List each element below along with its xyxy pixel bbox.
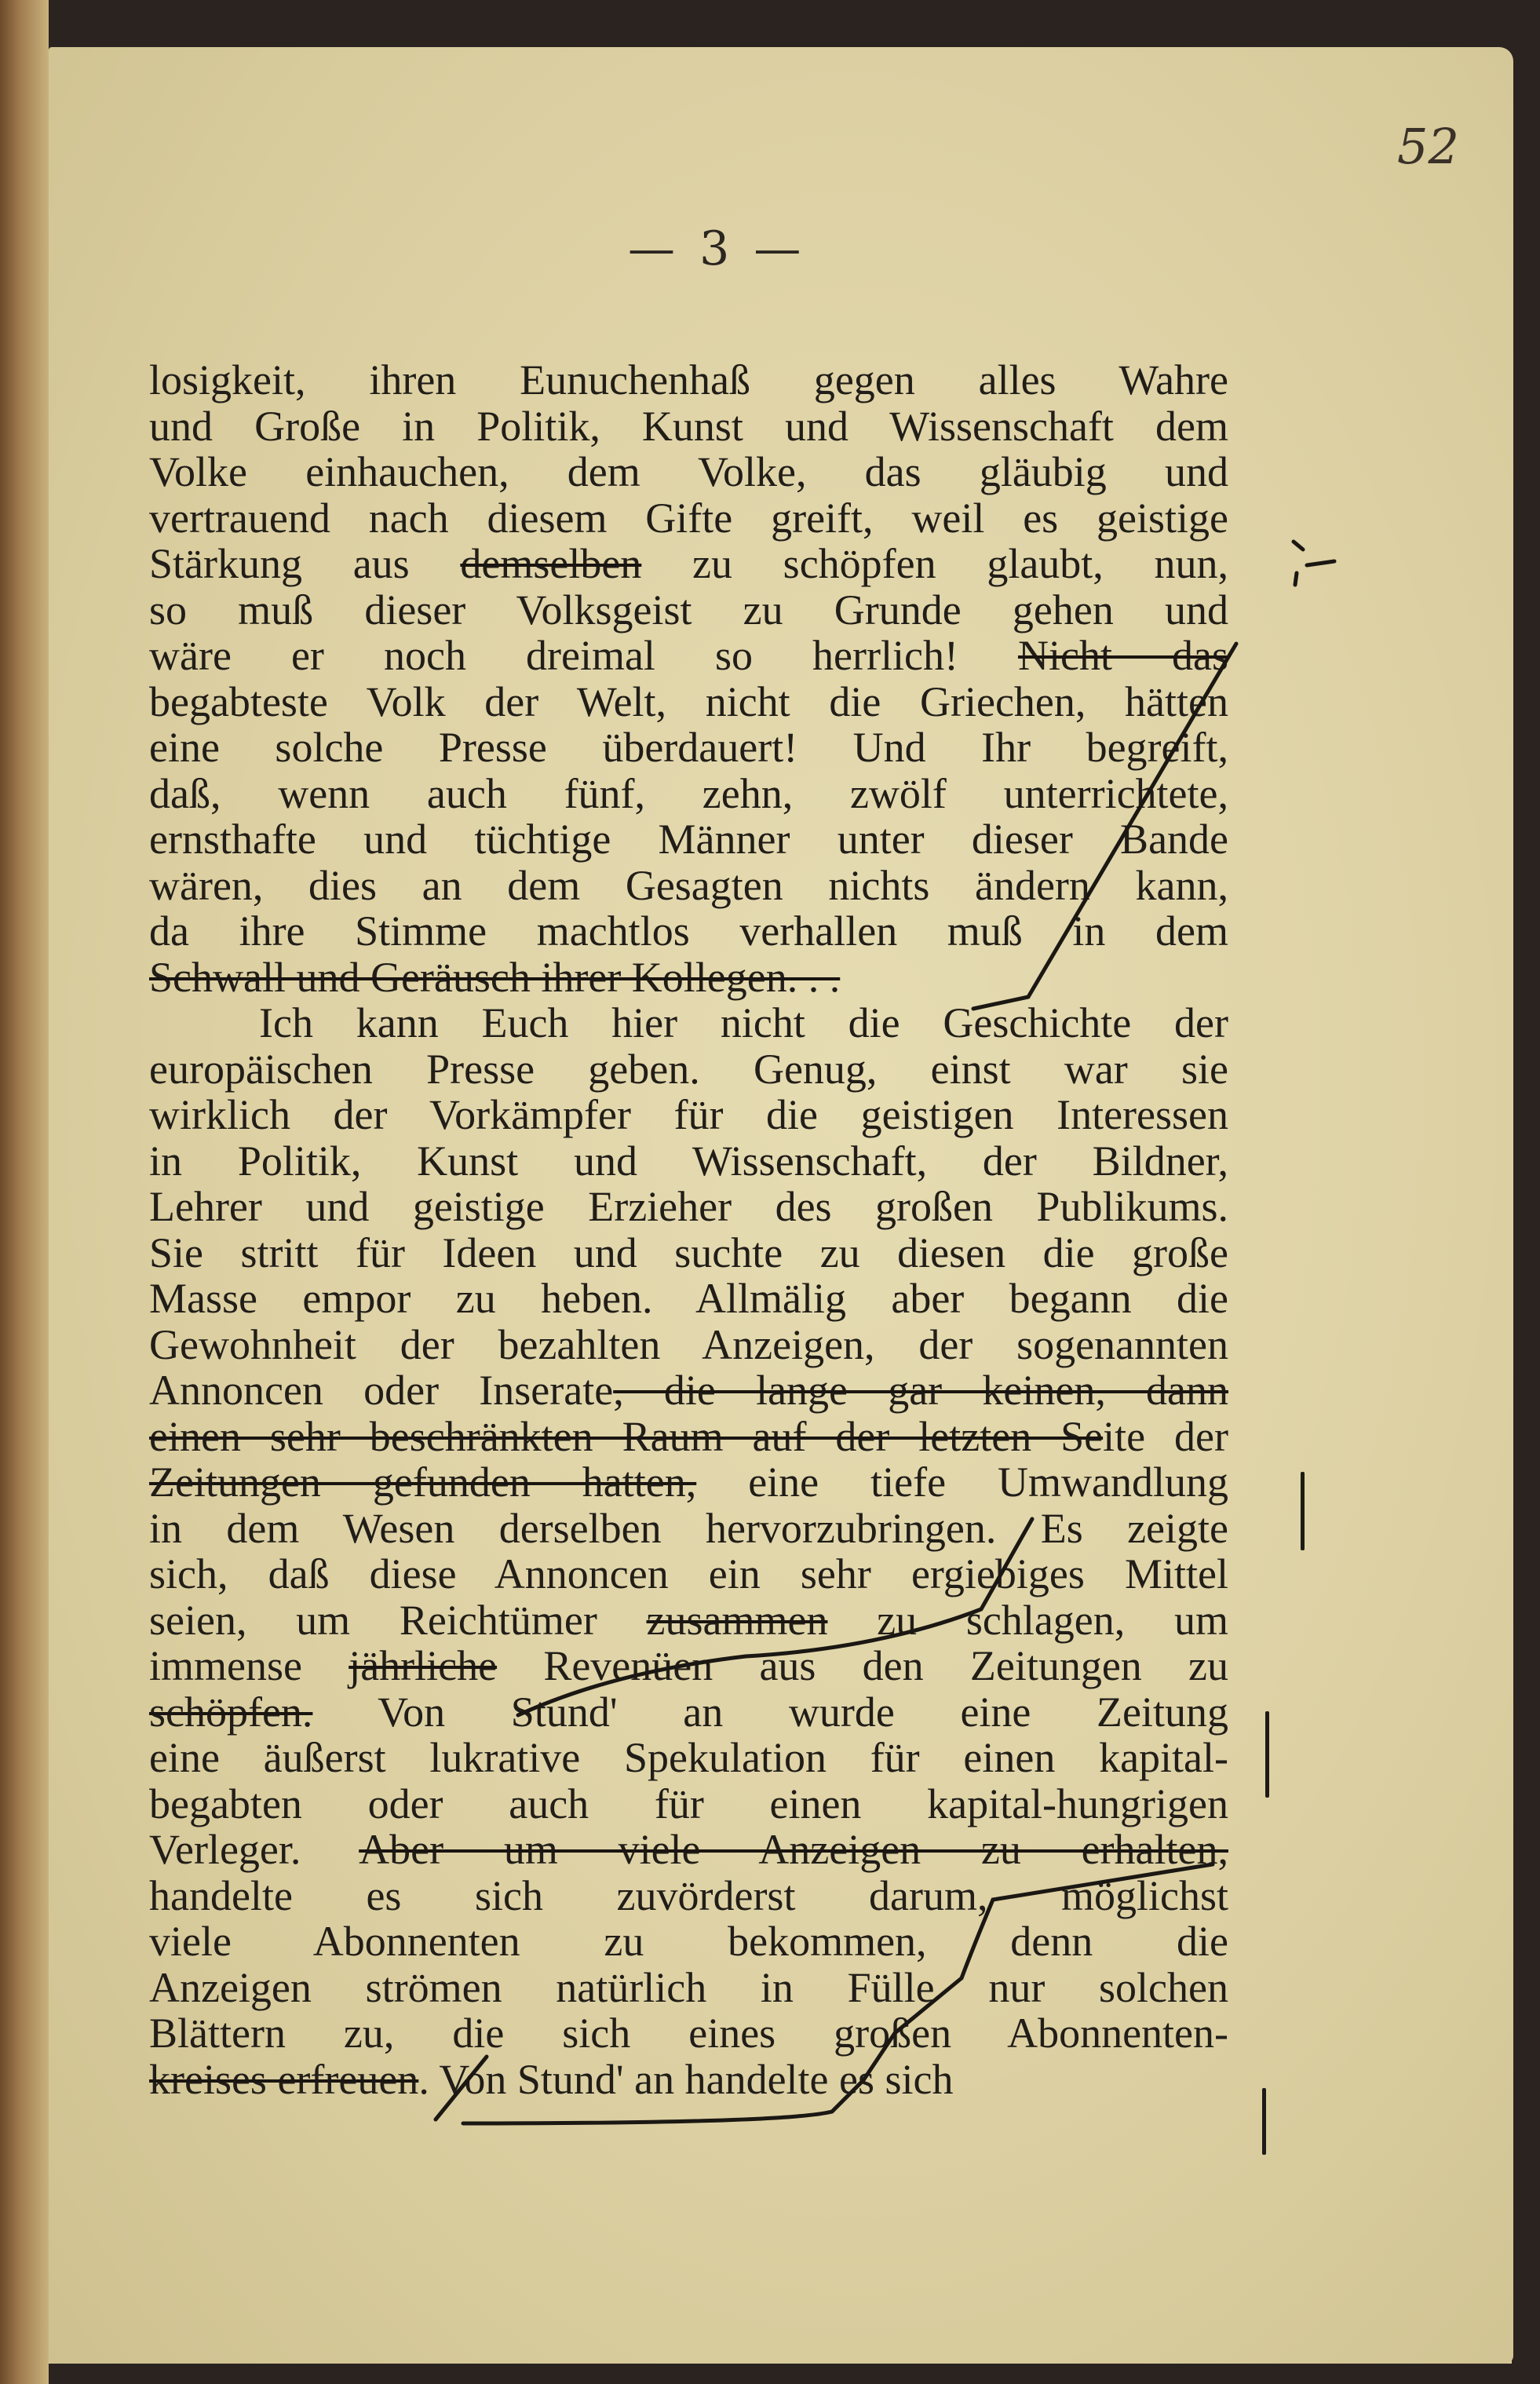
line-text: und Große in Politik, Kunst und Wissenschaft dem	[149, 402, 1228, 450]
text-line	[149, 2010, 1228, 2057]
line-text: Volke einhauchen, dem Volke, das gläubig und	[149, 448, 1228, 495]
text-line	[149, 1276, 1228, 1322]
line-text: begabten oder auch für einen kapital-hungrigen	[149, 1780, 1228, 1827]
page-number: — 3 —	[628, 221, 806, 276]
text-line	[149, 1092, 1228, 1138]
text-line	[149, 1046, 1228, 1093]
line-text: Lehrer und geistige Erzieher des großen Publikums.	[149, 1183, 1228, 1230]
line-text: so muß dieser Volksgeist zu Grunde gehen und	[149, 586, 1228, 633]
line-text: eine äußerst lukrative Spekulation für einen kapital-	[149, 1734, 1228, 1781]
text-line	[149, 1919, 1228, 1965]
text-line	[149, 1184, 1228, 1230]
line-text: Von Stund' an wurde eine Zeitung	[312, 1688, 1228, 1736]
scan-background-bottom	[49, 2364, 1540, 2384]
struck-text: Zeitungen gefunden hatten,	[149, 1459, 697, 1506]
text-line	[149, 771, 1228, 817]
margin-bar-1	[1301, 1472, 1305, 1550]
text-line	[149, 679, 1228, 725]
text-line	[149, 1322, 1228, 1368]
text-line	[149, 2057, 1228, 2103]
line-text: ernsthafte und tüchtige Männer unter dieser Bande	[149, 816, 1228, 863]
text-line	[149, 449, 1228, 495]
text-line	[149, 1506, 1228, 1552]
text-line	[149, 1414, 1228, 1460]
text-line	[149, 587, 1228, 633]
struck-text: jährliche	[349, 1642, 498, 1689]
text-line	[149, 1873, 1228, 1919]
text-line	[149, 1827, 1228, 1873]
line-text: Ich kann Euch hier nicht die Geschichte der	[259, 999, 1228, 1046]
line-text: seien, um Reichtümer	[149, 1596, 647, 1644]
line-text: wären, dies an dem Gesagten nichts ändern kann,	[149, 861, 1228, 909]
line-text: wäre er noch dreimal so herrlich!	[149, 632, 1018, 679]
line-text: daß, wenn auch fünf, zehn, zwölf unterrichtete,	[149, 769, 1228, 817]
line-text: in Politik, Kunst und Wissenschaft, der Bildner,	[149, 1137, 1228, 1185]
scan-background-right	[1512, 0, 1540, 2384]
struck-text: Aber um viele Anzeigen zu erhalten,	[359, 1826, 1228, 1873]
line-text: Masse empor zu heben. Allmälig aber begann die	[149, 1275, 1228, 1322]
line-text: losigkeit, ihren Eunuchenhaß gegen alles Wahre	[149, 356, 1228, 403]
struck-text: Schwall und Geräusch ihrer Kollegen. . .	[149, 953, 841, 1001]
text-line	[149, 1367, 1228, 1414]
line-text: Annoncen oder Inserate	[149, 1367, 614, 1414]
text-line	[149, 863, 1228, 909]
text-line	[149, 633, 1228, 679]
line-text: da ihre Stimme machtlos verhallen muß in dem	[149, 907, 1228, 955]
line-text: Verleger.	[149, 1826, 359, 1873]
line-text: eine solche Presse überdauert! Und Ihr begreift,	[149, 724, 1228, 771]
text-line	[149, 955, 1228, 1001]
text-line	[149, 357, 1228, 403]
line-text: europäischen Presse geben. Genug, einst war sie	[149, 1045, 1228, 1093]
line-text: Stärkung aus	[149, 540, 461, 587]
line-text: Anzeigen strömen natürlich in Fülle nur solchen	[149, 1963, 1228, 2011]
line-text: . Von Stund' an handelte es sich	[418, 2055, 954, 2103]
text-line	[149, 1000, 1228, 1046]
text-line	[149, 1459, 1228, 1506]
line-text: zu schlagen, um	[827, 1596, 1228, 1644]
book-binding	[0, 0, 49, 2384]
line-text: sich, daß diese Annoncen ein sehr ergiebiges Mittel	[149, 1550, 1228, 1597]
line-text: immense	[149, 1642, 349, 1689]
struck-text: einen sehr beschränkten Raum auf der letzten Se	[149, 1412, 1104, 1460]
struck-text: Nicht das	[1017, 632, 1228, 679]
text-line	[149, 725, 1228, 771]
text-line	[149, 1138, 1228, 1185]
text-line	[149, 1735, 1228, 1781]
line-text: wirklich der Vorkämpfer für die geistigen Interessen	[149, 1091, 1228, 1138]
line-text: Gewohnheit der bezahlten Anzeigen, der sogenannten	[149, 1320, 1228, 1368]
line-text: ite der	[1103, 1412, 1228, 1460]
margin-bar-2	[1265, 1711, 1269, 1798]
line-text: Sie stritt für Ideen und suchte zu diesen die große	[149, 1229, 1228, 1276]
body-text	[149, 357, 1228, 2102]
line-text: in dem Wesen derselben hervorzubringen. Es zeigte	[149, 1504, 1228, 1552]
line-text: Blättern zu, die sich eines großen Abonnenten-	[149, 2010, 1228, 2057]
line-text: Revenüen aus den Zeitungen zu	[497, 1642, 1228, 1689]
struck-text: zusammen	[646, 1596, 828, 1644]
text-line	[149, 816, 1228, 863]
text-line	[149, 1551, 1228, 1597]
struck-text: kreises erfreuen	[149, 2055, 419, 2103]
text-line	[149, 1230, 1228, 1276]
text-line	[149, 1689, 1228, 1736]
text-line	[149, 1643, 1228, 1689]
text-line	[149, 908, 1228, 955]
text-line	[149, 403, 1228, 450]
struck-text: , die lange gar keinen, dann	[613, 1367, 1228, 1414]
text-line	[149, 1965, 1228, 2011]
line-text: handelte es sich zuvörderst darum, möglichst	[149, 1871, 1228, 1919]
line-text: eine tiefe Umwandlung	[696, 1459, 1228, 1506]
text-line	[149, 541, 1228, 587]
text-line	[149, 1597, 1228, 1644]
struck-text: schöpfen.	[149, 1688, 313, 1736]
handwritten-folio: 52	[1397, 118, 1459, 175]
text-line	[149, 495, 1228, 542]
line-text: begabteste Volk der Welt, nicht die Griechen, hätten	[149, 677, 1228, 725]
line-text: zu schöpfen glaubt, nun,	[641, 540, 1228, 587]
line-text: viele Abonnenten zu bekommen, denn die	[149, 1918, 1228, 1965]
margin-bar-3	[1262, 2088, 1266, 2155]
text-line	[149, 1781, 1228, 1827]
struck-text: demselben	[460, 540, 642, 587]
line-text: vertrauend nach diesem Gifte greift, weil es geistige	[149, 494, 1228, 542]
